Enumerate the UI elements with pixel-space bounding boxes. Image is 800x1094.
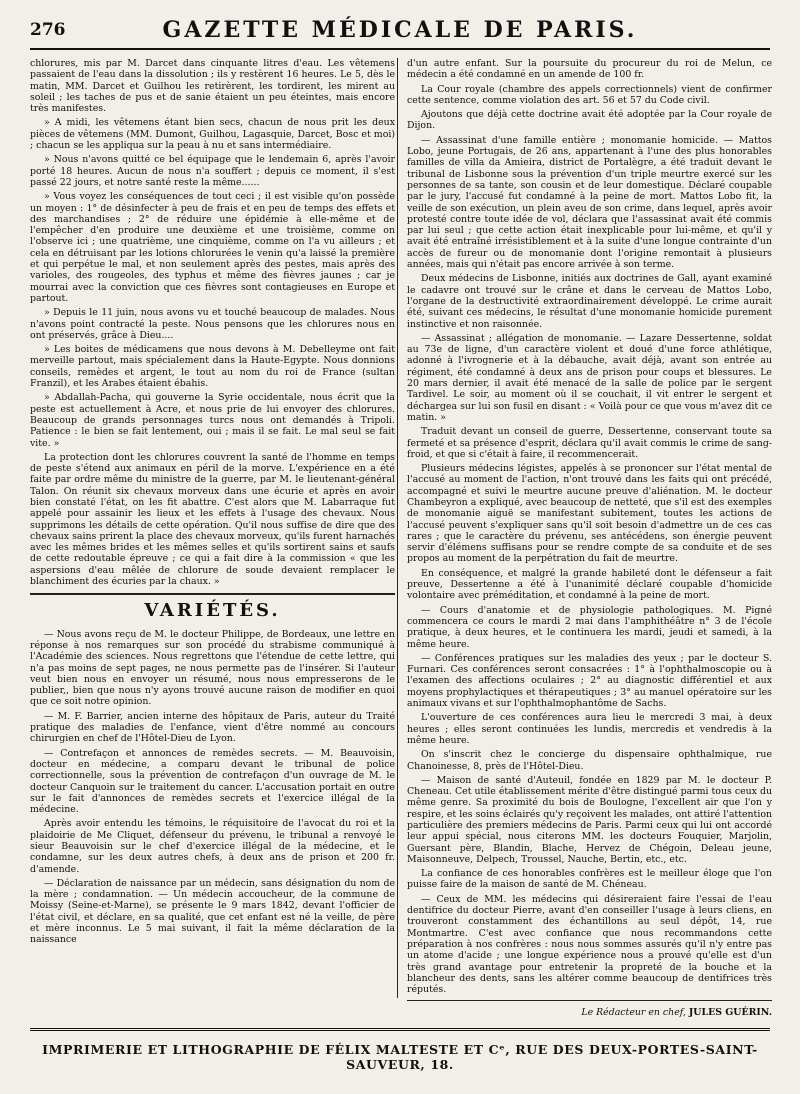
paragraph: — Déclaration de naissance par un médecin, sans désignation du nom de la mère ; condamnation. — Un médecin accoucheur, de la commune de Moissy (Seine-et-Marne), se présente le 9 mars 1842, devant l'officier de l'état civil, et déclare, en sa qualité, que cet enfant est né la veille, de père et mère inconnus. Le 5 mai suivant, il fait la même déclaration de la naissance [30, 877, 395, 946]
right-column [407, 58, 772, 1019]
paragraph: — Nous avons reçu de M. le docteur Philippe, de Bordeaux, une lettre en réponse à nos remarques sur son procédé du strabisme communiqué à l'Académie des sciences. Nous regrettons que l'étendue de cette lettre, qui n'a pas moins de sept pages, ne nous permette pas de l'insérer. Si l'auteur veut bien nous en envoyer un résumé, nous nous empresserons de le publier,, bien que nous n'y ayons trouvé aucune raison de modifier en quoi que ce soit notre opinion. [30, 628, 395, 708]
paragraph: Après avoir entendu les témoins, le réquisitoire de l'avocat du roi et la plaidoirie de Me Cliquet, défenseur du prévenu, le tribunal a renvoyé le sieur Beauvoisin sur le chef d'exercice illégal de la médecine, et le condamne, sur les deux autres chefs, à deux ans de prison et 200 fr. d'amende. [30, 818, 395, 875]
paragraph: » Depuis le 11 juin, nous avons vu et touché beaucoup de malades. Nous n'avons point contracté la peste. Nous pensons que les chlorures nous en ont préservés, grâce à Dieu.... [30, 307, 395, 341]
section-heading-varietes: VARIÉTÉS. [144, 600, 281, 622]
paragraph: — Assassinat ; allégation de monomanie. — Lazare Dessertenne, soldat au 73e de ligne, d'un caractère violent et doué d'une force athlétique, adonné à l'ivrognerie et à la débauche, avait déjà, avant son entrée au régiment, été condamné à deux ans de prison pour coups et blessures. Le 20 mars dernier, il avait été menacé de la salle de police par le sergent Tardivel. Le soir, au moment où il se couchait, il vit entrer le sergent et déchargea sur lui son fusil en disant : « Voilà pour ce que vous m'avez dit ce matin. » [407, 332, 772, 423]
paragraph: — Conférences pratiques sur les maladies des yeux ; par le docteur S. Furnari. Ces conférences seront consacrées : 1° à l'ophthalmoscopie ou à l'examen des affections oculaires ; 2° au diagnostic différentiel et aux moyens prophylactiques et thérapeutiques ; 3° au manuel opératoire sur les animaux vivans et sur l'ophthalmophantôme de Sachs. [407, 652, 772, 710]
column-divider [397, 58, 398, 998]
paragraph: » Les boites de médicamens que nous devons à M. Debelleyme ont fait merveille partout, mais spécialement dans la Haute-Egypte. Nous donnions conseils, remèdes et argent, le tout au nom du roi de France (sultan Franzil), et les Arabes étaient ébahis. [30, 344, 395, 390]
page-number: 276 [30, 20, 66, 40]
paragraph: d'un autre enfant. Sur la poursuite du procureur du roi de Melun, ce médecin a été condamné en un amende de 100 fr. [407, 58, 772, 81]
paragraph: » A midi, les vêtemens étant bien secs, chacun de nous prit les deux pièces de vêtemens (MM. Dumont, Guilhou, Lagasquie, Darcet, Bosc et moi) ; chacun se les appliqua sur la peau à nu et sans intermédiaire. [30, 117, 395, 152]
left-column [30, 58, 395, 998]
paragraph: — Ceux de MM. les médecins qui désireraient faire l'essai de l'eau dentifrice du docteur Pierre, avant d'en conseiller l'usage à leurs cliens, en trouveront constamment des échantillons au seul dépôt, 14, rue Montmartre. C'est avec confiance que nous recommandons cette préparation à nos confrères : nous nous sommes assurés qu'il n'y entre pas un atome d'acide ; une longue expérience nous a prouvé qu'elle est d'un très grand avantage pour entretenir la propreté de la bouche et la blancheur des dents, sans les altérer comme beaucoup de dentifrices très réputés. [407, 893, 772, 996]
paragraph: La protection dont les chlorures couvrent la santé de l'homme en temps de peste s'étend aux animaux en péril de la morve. L'expérience en a été faite par ordre même du ministre de la guerre, par M. le lieutenant-général Talon. On réunit six chevaux morveux dans une écurie et après en avoir bien constaté l'état, on les fit abattre. C'est alors que M. Labarraque fut appelé pour assainir les lieux et les effets à l'usage des chevaux. Nous supprimons les détails de cette opération. Qu'il nous suffise de dire que des chevaux sains prirent la place des chevaux morveux, qu'ils furent harnachés avec les mêmes brides et les mêmes selles et qu'ils sortirent sains et saufs de cette redoutable épreuve ; ce qui a fait dire à la commission « que les aspersions d'eau mêlée de chlorure de soude devaient remplacer le blanchiment des écuries par la chaux. » [30, 451, 395, 588]
paragraph: » Nous n'avons quitté ce bel équipage que le lendemain 6, après l'avoir porté 18 heures. Aucun de nous n'a souffert ; depuis ce moment, il s'est passé 22 jours, et notre santé reste la même...... [30, 154, 395, 188]
signature-name: JULES GUÉRIN. [688, 1007, 772, 1019]
paragraph: En conséquence, et malgré la grande habileté dont le défenseur a fait preuve, Dessertenne a été à l'unanimité déclaré coupable d'homicide volontaire avec préméditation, et condamné à la peine de mort. [407, 567, 772, 602]
printer-imprint: IMPRIMERIE ET LITHOGRAPHIE DE FÉLIX MALTESTE ET Cᵉ, RUE DES DEUX-PORTES-SAINT-SAUVEUR, 18. [42, 1042, 758, 1072]
paragraph: » Vous voyez les conséquences de tout ceci ; il est visible qu'on possède un moyen : 1° de désinfecter à peu de frais et en peu de temps des effets et des marchandises ; 2° de réduire une épidémie à elle-même et de l'empêcher d'en produire une deuxième et une troisième, comme on l'observe ici ; une quatrième, une cinquième, comme on l'a vu ailleurs ; et cela en détruisant par les lotions chlorurées le venin qu'a laissé la première et qui perpétue le mal, et non seulement après des pestes, mais après des varioles, des rougeoles, des typhus et même des fièvres jaunes ; car je mourrai avec la conviction que ces fièvres sont contagieuses en Europe et partout. [30, 191, 395, 304]
paragraph: — Cours d'anatomie et de physiologie pathologiques. M. Pigné commencera ce cours le mardi 2 mai dans l'amphithéâtre n° 3 de l'école pratique, à deux heures, et le continuera les mardi, jeudi et samedi, à la même heure. [407, 604, 772, 650]
paragraph: — Assassinat d'une famille entière ; monomanie homicide. — Mattos Lobo, jeune Portugais, de 26 ans, appartenant à l'une des plus honorables familles de villa da Amieira, district de Portalègre, a été traduit devant le tribunal de Lisbonne sous la prévention d'un triple meurtre exercé sur les personnes de sa tante, son cousin et de leur domestique. Déclaré coupable par le jury, l'accusé fut condamné à la peine de mort. Mattos Lobo fit, la veille de son exécution, un plein aveu de son crime, dans lequel, après avoir protesté contre toute idée de vol, déclara que l'assassinat avait été commis par lui seul ; que cette action était inexplicable pour lui-même, et qu'il y avait été entraîné irrésistiblement et à la suite d'une longue contrainte d'un accès de fureur ou de monomanie dont l'origine remontait à plusieurs années, mais qui n'était pas encore arrivée à son terme. [407, 134, 772, 271]
paragraph: — Maison de santé d'Auteuil, fondée en 1829 par M. le docteur P. Cheneau. Cet utile établissement mérite d'être distingué parmi tous ceux du même genre. Sa proximité du bois de Boulogne, l'excellent air que l'on y respire, et les soins éclairés qu'y reçoivent les malades, ont attiré l'attention particulière des premiers médecins de Paris. Parmi ceux qui lui ont accordé leur appui spécial, nous citerons MM. les docteurs Fouquier, Marjolin, Guersant père, Blandin, Blache, Hervez de Chégoin, Deleau jeune, Maisonneuve, Delpech, Troussel, Nauche, Bertin, etc., etc. [407, 774, 772, 865]
paragraph: La confiance de ces honorables confrères est le meilleur éloge que l'on puisse faire de la maison de santé de M. Chéneau. [407, 868, 772, 891]
editor-signature [407, 1007, 772, 1018]
paragraph: Plusieurs médecins légistes, appelés à se prononcer sur l'état mental de l'accusé au moment de l'action, n'ont trouvé dans les faits qui ont précédé, accompagné et suivi le meurtre aucune preuve d'aliénation. M. le docteur Chambeyron a expliqué, avec beaucoup de netteté, que s'il est des exemples de monomanie aiguë se manifestant subitement, toutes les actions de l'accusé peuvent s'expliquer sans qu'il soit besoin d'admettre un de ces cas rares ; que le caractère du prévenu, ses antécédens, son énergie peuvent servir d'élémens suffisans pour se rendre compte de sa conduite et de ses propos au moment de la perpétration du fait de meurtre. [407, 463, 772, 565]
journal-title: GAZETTE MÉDICALE DE PARIS. [162, 17, 638, 43]
paragraph: Traduit devant un conseil de guerre, Dessertenne, conservant toute sa fermeté et sa présence d'esprit, déclara qu'il avait commis le crime de sang-froid, et que si c'était à faire, il recommencerait. [407, 426, 772, 460]
paragraph: — M. F. Barrier, ancien interne des hôpitaux de Paris, auteur du Traité pratique des maladies de l'enfance, vient d'être nommé au concours chirurgien en chef de l'Hôtel-Dieu de Lyon. [30, 710, 395, 745]
paragraph: » Abdallah-Pacha, qui gouverne la Syrie occidentale, nous écrit que la peste est actuellement à Acre, et nous prie de lui envoyer des chlorures. Beaucoup de grands personnages turcs nous ont demandés à Tripoli. Patience : le bien se fait lentement, oui ; mais il se fait. Le mal seul se fait vite. » [30, 392, 395, 449]
section-divider [30, 593, 395, 595]
page-header [30, 14, 770, 50]
paragraph: — Contrefaçon et annonces de remèdes secrets. — M. Beauvoisin, docteur en médecine, a comparu devant le tribunal de police correctionnelle, sous la prévention de contrefaçon d'un ouvrage de M. le docteur Canquoin sur le traitement du cancer. L'accusation portait en outre sur le fait d'annonces de remèdes secrets et l'exercice illégal de la médecine. [30, 747, 395, 816]
signature-divider [407, 1000, 772, 1001]
paragraph: chlorures, mis par M. Darcet dans cinquante litres d'eau. Les vêtemens passaient de l'eau dans la dissolution ; ils y restèrent 16 heures. Le 5, dès le matin, MM. Darcet et Guilhou les retirèrent, les tordirent, les mirent au soleil ; les taches de pus et de sanie étaient un peu éteintes, mais encore très manifestes. [30, 58, 395, 115]
paragraph: La Cour royale (chambre des appels correctionnels) vient de confirmer cette sentence, comme violation des art. 56 et 57 du Code civil. [407, 83, 772, 106]
signature-prefix: Le Rédacteur en chef, [581, 1007, 686, 1019]
paragraph: L'ouverture de ces conférences aura lieu le mercredi 3 mai, à deux heures ; elles seront continuées les lundis, mercredis et vendredis à la même heure. [407, 712, 772, 746]
paragraph: Ajoutons que déjà cette doctrine avait été adoptée par la Cour royale de Dijon. [407, 109, 772, 132]
footer-rule [30, 1028, 770, 1031]
paragraph: Deux médecins de Lisbonne, initiés aux doctrines de Gall, ayant examiné le cadavre ont trouvé sur le crâne et dans le cerveau de Mattos Lobo, l'organe de la destructivité extraordinairement développé. Le crime aurait été, suivant ces médecins, le résultat d'une monomanie homicide purement instinctive et non raisonnée. [407, 273, 772, 330]
paragraph: On s'inscrit chez le concierge du dispensaire ophthalmique, rue Chanoinesse, 8, près de l'Hôtel-Dieu. [407, 749, 772, 772]
